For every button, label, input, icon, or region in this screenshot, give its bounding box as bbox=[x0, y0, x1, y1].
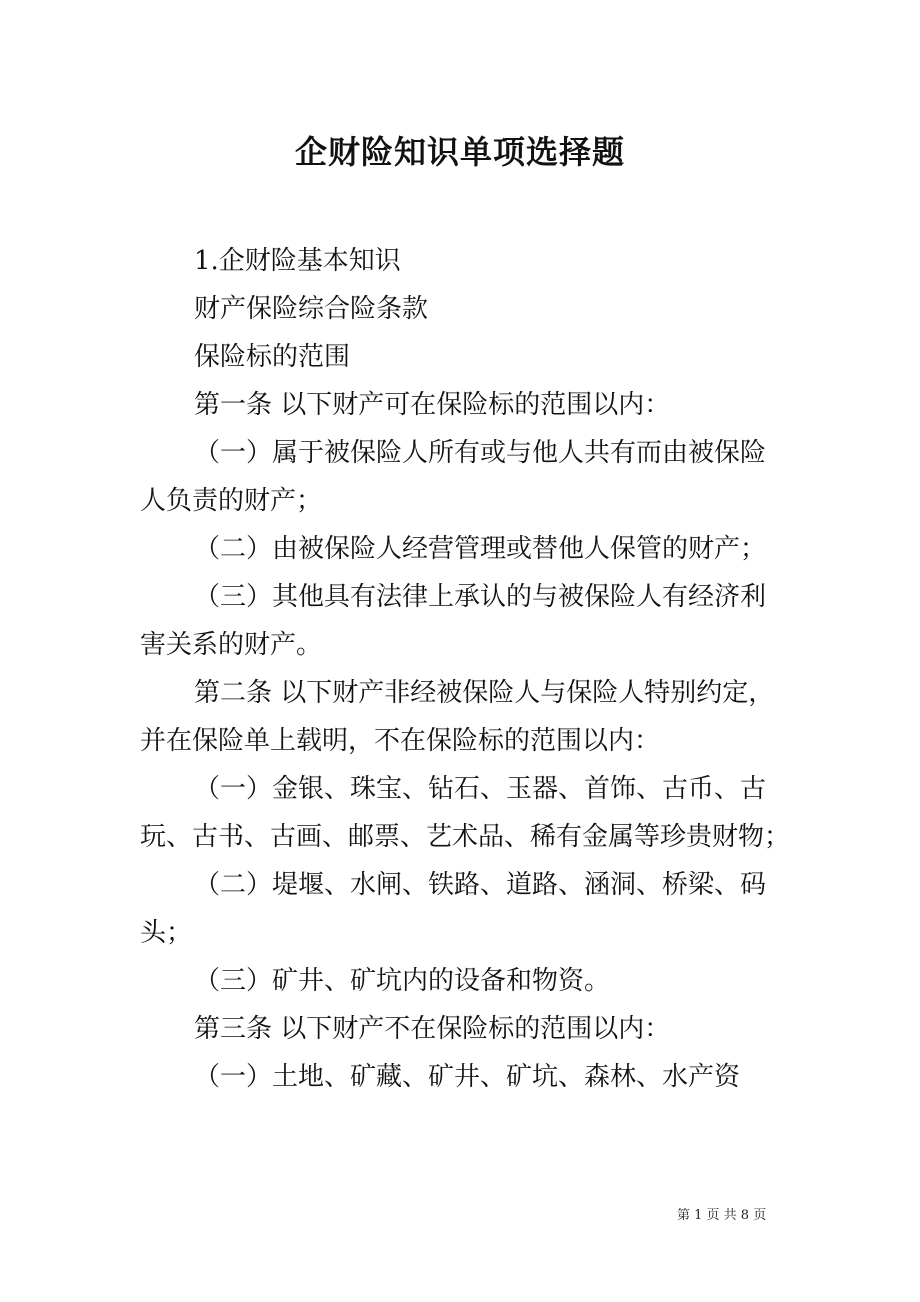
paragraph-article-1-item-2: （二）由被保险人经营管理或替他人保管的财产； bbox=[194, 534, 767, 564]
paragraph-article-1: 第一条 以下财产可在保险标的范围以内： bbox=[194, 390, 671, 420]
page-number-footer: 第 1 页 共 8 页 bbox=[677, 1208, 767, 1223]
paragraph-article-3: 第三条 以下财产不在保险标的范围以内： bbox=[194, 1014, 671, 1044]
paragraph-article-1-item-1: （一）属于被保险人所有或与他人共有而由被保险人负责的财产； bbox=[140, 438, 767, 516]
paragraph-section-heading: 1.企财险基本知识 bbox=[194, 246, 401, 276]
paragraph-clause-name: 财产保险综合险条款 bbox=[194, 294, 429, 324]
paragraph-article-3-item-1: （一）土地、矿藏、矿井、矿坑、森林、水产资 bbox=[194, 1062, 741, 1092]
paragraph-article-2-item-2: （二）堤堰、水闸、铁路、道路、涵洞、桥梁、码头； bbox=[140, 870, 767, 948]
paragraph-article-2: 第二条 以下财产非经被保险人与保险人特别约定，并在保险单上载明，不在保险标的范围以内： bbox=[140, 678, 775, 756]
paragraph-article-1-item-3: （三）其他具有法律上承认的与被保险人有经济利害关系的财产。 bbox=[140, 582, 767, 660]
document-body bbox=[140, 237, 790, 1101]
document-title: 企财险知识单项选择题 bbox=[294, 133, 625, 171]
paragraph-article-2-item-3: （三）矿井、矿坑内的设备和物资。 bbox=[194, 966, 611, 996]
paragraph-subheading: 保险标的范围 bbox=[194, 342, 351, 372]
paragraph-article-2-item-1: （一）金银、珠宝、钻石、玉器、首饰、古币、古玩、古书、古画、邮票、艺术品、稀有金属等珍贵财物； bbox=[140, 774, 791, 852]
